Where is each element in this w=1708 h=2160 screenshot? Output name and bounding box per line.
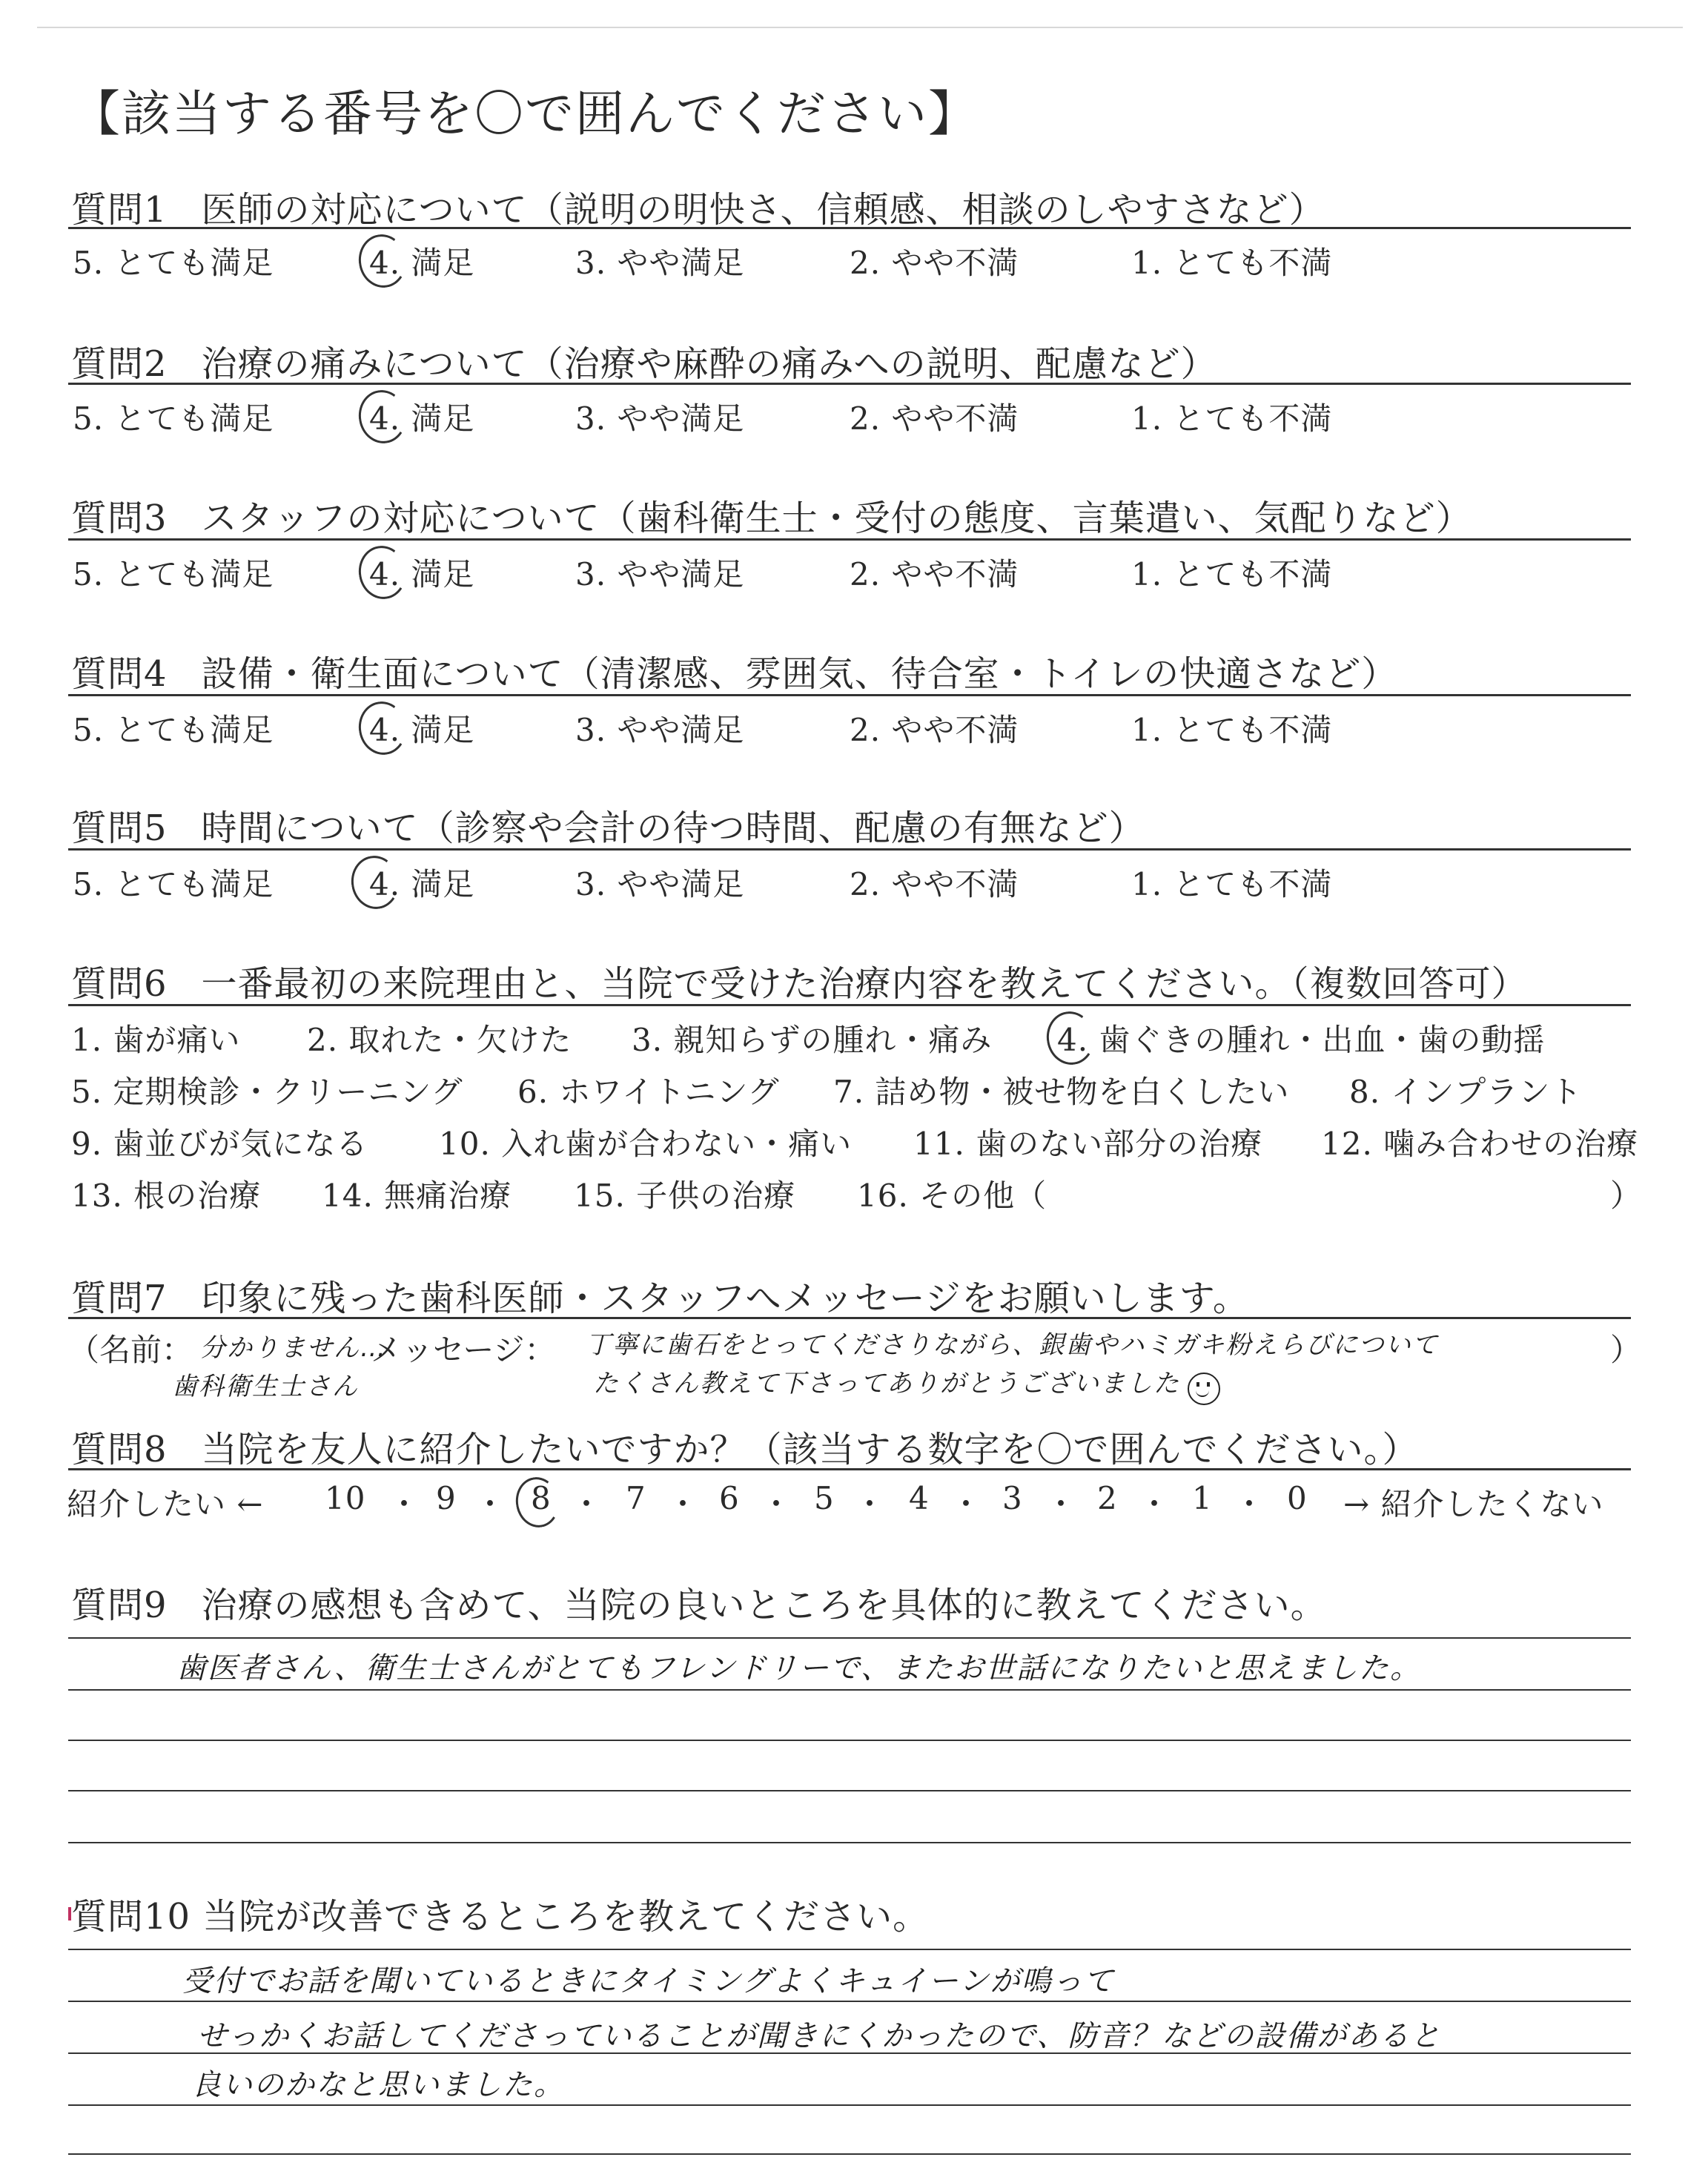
q8-separator: ・ (854, 1486, 887, 1522)
question-6-number: 質問6 (71, 963, 168, 1005)
question-7-number: 質問7 (71, 1278, 168, 1319)
smiley-icon (1188, 1373, 1220, 1405)
q8-separator: ・ (1045, 1486, 1078, 1522)
q9-answer-rule-2 (68, 1689, 1631, 1691)
question-1-text: 医師の対応について（説明の明快さ、信頼感、相談のしやすさなど） (201, 189, 1325, 231)
q7-name-handwritten-2[interactable]: 歯科衛生士さん (172, 1372, 359, 1401)
top-border (37, 27, 1683, 28)
q2-option-2[interactable]: 2. やや不満 (850, 400, 1019, 437)
question-2-number: 質問2 (71, 343, 168, 385)
q6-option-16[interactable]: 16. その他（ (857, 1178, 1047, 1214)
q8-score-6[interactable]: 6 (719, 1480, 740, 1516)
q10-answer-rule-4 (68, 2104, 1631, 2106)
q10-answer-handwritten-2[interactable]: せっかくお話してくださっていることが聞きにくかったので、防音？などの設備があると (197, 2019, 1442, 2053)
q1-option-2[interactable]: 2. やや不満 (850, 245, 1019, 281)
q5-option-3[interactable]: 3. やや満足 (575, 866, 745, 902)
q8-score-7[interactable]: 7 (626, 1480, 646, 1516)
q3-option-5[interactable]: 5. とても満足 (73, 556, 274, 592)
q7-message-line-2 (593, 1363, 1220, 1405)
q4-option-3[interactable]: 3. やや満足 (575, 712, 745, 748)
q6-option-12[interactable]: 12. 噛み合わせの治療 (1321, 1126, 1639, 1162)
q10-answer-rule-5 (68, 2153, 1631, 2155)
q8-separator: ・ (571, 1486, 603, 1522)
question-7-rule (68, 1317, 1631, 1319)
q6-option-2[interactable]: 2. 取れた・欠けた (307, 1022, 572, 1058)
q8-score-10[interactable]: 10 (325, 1480, 366, 1516)
q8-score-3[interactable]: 3 (1002, 1480, 1023, 1516)
q4-option-1[interactable]: 1. とても不満 (1131, 712, 1333, 748)
question-4-title (71, 645, 1397, 696)
question-10-text: 当院が改善できるところを教えてください。 (202, 1896, 930, 1938)
q9-answer-rule-5 (68, 1842, 1631, 1843)
q8-separator: ・ (474, 1486, 507, 1522)
q6-option-3[interactable]: 3. 親知らずの腫れ・痛み (632, 1022, 993, 1058)
q3-option-1[interactable]: 1. とても不満 (1131, 556, 1333, 592)
q8-score-9[interactable]: 9 (436, 1480, 457, 1516)
q10-answer-rule-1 (68, 1949, 1631, 1950)
question-4-number: 質問4 (71, 653, 168, 695)
question-10-number: 質問10 (71, 1896, 191, 1938)
q8-separator: ・ (1234, 1486, 1266, 1522)
q5-option-5[interactable]: 5. とても満足 (73, 866, 274, 902)
q6-option-11[interactable]: 11. 歯のない部分の治療 (913, 1126, 1263, 1162)
q8-right-label: → 紹介したくない (1343, 1486, 1604, 1522)
q5-option-4[interactable]: 4. 満足 (369, 866, 475, 902)
question-6-title (71, 955, 1528, 1006)
q8-separator: ・ (950, 1486, 983, 1522)
question-4-rule (68, 694, 1631, 696)
q8-separator: ・ (667, 1486, 700, 1522)
q9-answer-rule-3 (68, 1740, 1631, 1741)
q1-option-4[interactable]: 4. 満足 (369, 245, 475, 281)
q8-selection-circle (512, 1473, 563, 1530)
q6-option-9[interactable]: 9. 歯並びが気になる (71, 1126, 368, 1162)
question-8-number: 質問8 (71, 1429, 168, 1470)
question-7-title (71, 1269, 1249, 1321)
q6-option-1[interactable]: 1. 歯が痛い (71, 1022, 241, 1058)
q10-answer-rule-3 (68, 2052, 1631, 2054)
q7-name-handwritten-1[interactable]: 分かりません… (200, 1333, 387, 1363)
question-9-title (71, 1576, 1327, 1628)
q7-message-handwritten-2[interactable]: たくさん教えて下さってありがとうございました (593, 1369, 1180, 1398)
question-5-number: 質問5 (71, 807, 168, 849)
q3-option-2[interactable]: 2. やや不満 (850, 556, 1019, 592)
q8-separator: ・ (388, 1486, 421, 1522)
q6-option-10[interactable]: 10. 入れ歯が合わない・痛い (439, 1126, 853, 1162)
question-2-rule (68, 383, 1631, 385)
q8-left-label: 紹介したい ← (67, 1486, 264, 1522)
question-4-text: 設備・衛生面について（清潔感、雰囲気、待合室・トイレの快適さなど） (201, 653, 1398, 695)
q6-option-13[interactable]: 13. 根の治療 (71, 1178, 262, 1214)
q6-option-4[interactable]: 4. 歯ぐきの腫れ・出血・歯の動揺 (1057, 1022, 1546, 1058)
q5-option-2[interactable]: 2. やや不満 (850, 866, 1019, 902)
question-3-text: スタッフの対応について（歯科衛生士・受付の態度、言葉遣い、気配りなど） (201, 498, 1472, 539)
q9-answer-rule-1 (68, 1637, 1631, 1639)
question-1-rule (68, 227, 1631, 229)
q6-option-15[interactable]: 15. 子供の治療 (574, 1178, 796, 1214)
q5-option-1[interactable]: 1. とても不満 (1131, 866, 1333, 902)
question-5-title (71, 799, 1145, 851)
page-heading: 【該当する番号を〇で囲んでください】 (71, 85, 979, 142)
q8-score-0[interactable]: 0 (1287, 1480, 1308, 1516)
q7-close-paren: ） (1610, 1332, 1642, 1368)
question-8-title (71, 1421, 1419, 1472)
q6-option-6[interactable]: 6. ホワイトニング (517, 1074, 780, 1110)
question-5-rule (68, 848, 1631, 851)
q2-option-3[interactable]: 3. やや満足 (575, 400, 745, 437)
q8-score-1[interactable]: 1 (1192, 1480, 1213, 1516)
q9-answer-handwritten[interactable]: 歯医者さん、衛生士さんがとてもフレンドリーで、またお世話になりたいと思えました。 (176, 1651, 1421, 1685)
q8-separator: ・ (1139, 1486, 1171, 1522)
q2-option-5[interactable]: 5. とても満足 (73, 400, 274, 437)
q6-option-7[interactable]: 7. 詰め物・被せ物を白くしたい (833, 1074, 1290, 1110)
question-2-text: 治療の痛みについて（治療や麻酔の痛みへの説明、配慮など） (201, 343, 1217, 385)
q10-answer-handwritten-1[interactable]: 受付でお話を聞いているときにタイミングよくキュイーンが鳴って (182, 1964, 1115, 1998)
q6-other-close-paren: ） (1610, 1178, 1643, 1214)
q6-option-8[interactable]: 8. インプラント (1349, 1074, 1583, 1110)
question-8-text: 当院を友人に紹介したいですか？（該当する数字を〇で囲んでください。） (201, 1429, 1419, 1470)
q6-option-5[interactable]: 5. 定期検診・クリーニング (71, 1074, 463, 1110)
q7-message-handwritten-1[interactable]: 丁寧に歯石をとってくださりながら、銀歯やハミガキ粉えらびについて (586, 1330, 1439, 1360)
q8-score-2[interactable]: 2 (1097, 1480, 1118, 1516)
question-9-number: 質問9 (71, 1585, 168, 1626)
question-8-rule (68, 1468, 1631, 1470)
question-6-text: 一番最初の来院理由と、当院で受けた治療内容を教えてください。（複数回答可） (201, 963, 1528, 1005)
question-3-rule (68, 538, 1631, 541)
question-9-text: 治療の感想も含めて、当院の良いところを具体的に教えてください。 (201, 1585, 1327, 1626)
q6-option-14[interactable]: 14. 無痛治療 (322, 1178, 512, 1214)
question-2-title (71, 335, 1217, 386)
question-6-rule (68, 1004, 1631, 1006)
q2-option-1[interactable]: 1. とても不満 (1131, 400, 1333, 437)
q3-option-4[interactable]: 4. 満足 (369, 556, 475, 592)
q9-answer-rule-4 (68, 1790, 1631, 1791)
q4-option-4[interactable]: 4. 満足 (369, 712, 475, 748)
question-3-title (71, 489, 1472, 541)
question-7-text: 印象に残った歯科医師・スタッフへメッセージをお願いします。 (201, 1278, 1249, 1319)
q1-option-1[interactable]: 1. とても不満 (1131, 245, 1333, 281)
q1-option-3[interactable]: 3. やや満足 (575, 245, 745, 281)
q10-answer-rule-2 (68, 2001, 1631, 2002)
question-1-title (71, 181, 1325, 232)
q3-option-3[interactable]: 3. やや満足 (575, 556, 745, 592)
q8-score-4[interactable]: 4 (909, 1480, 930, 1516)
q10-answer-handwritten-3[interactable]: 良いのかなと思いました。 (191, 2068, 565, 2102)
q8-score-5[interactable]: 5 (814, 1480, 835, 1516)
q1-option-5[interactable]: 5. とても満足 (73, 245, 274, 281)
q7-name-label: （名前： (68, 1332, 193, 1368)
q8-separator: ・ (761, 1486, 793, 1522)
question-5-text: 時間について（診察や会計の待つ時間、配慮の有無など） (201, 807, 1145, 849)
q4-option-5[interactable]: 5. とても満足 (73, 712, 274, 748)
question-3-number: 質問3 (71, 498, 168, 539)
question-10-title (71, 1888, 929, 1939)
question-1-number: 質問1 (71, 189, 168, 231)
q4-option-2[interactable]: 2. やや不満 (850, 712, 1019, 748)
q7-message-label: メッセージ： (371, 1332, 556, 1368)
q2-option-4[interactable]: 4. 満足 (369, 400, 475, 437)
q8-score-8[interactable]: 8 (531, 1480, 552, 1516)
